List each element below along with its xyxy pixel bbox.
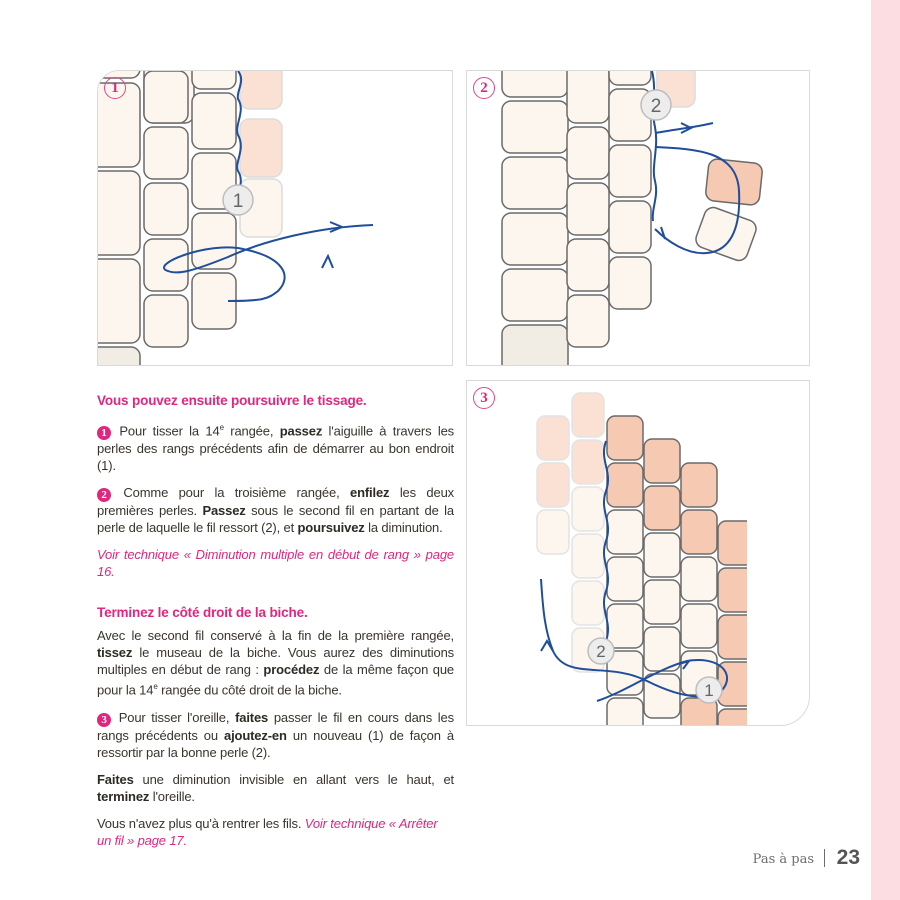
text: le museau de la biche. Vous aurez des diminutions multiples en début de rang : xyxy=(97,645,454,678)
superscript: e xyxy=(153,682,158,692)
text: Pour tisser la 14 xyxy=(113,423,220,439)
figure-3 xyxy=(466,380,810,726)
text: l'aiguille à travers les perles des rangs précédents afin de démarrer au bon endroit (1). xyxy=(97,423,454,474)
instructions-column xyxy=(97,392,454,859)
bead-diagram-1 xyxy=(98,71,453,366)
bead-diagram-2 xyxy=(467,71,810,366)
text: les deux premières perles. xyxy=(97,485,454,519)
emphasis: poursuivez xyxy=(297,520,365,536)
svg-text:1: 1 xyxy=(704,681,714,700)
svg-text:2: 2 xyxy=(596,642,606,661)
section-name: Pas à pas xyxy=(752,852,814,867)
text: de la même façon que pour la 14 xyxy=(97,662,454,698)
page-footer xyxy=(700,846,860,876)
section-heading: Terminez le côté droit de la biche. xyxy=(97,605,308,621)
step-1-paragraph xyxy=(97,419,454,474)
text: rangée, xyxy=(223,423,280,439)
emphasis: Faites xyxy=(97,771,134,787)
step-bullet: 1 xyxy=(97,426,111,440)
emphasis: faites xyxy=(235,709,269,725)
bead-diagram-3 xyxy=(467,381,810,726)
svg-text:1: 1 xyxy=(232,191,244,212)
technique-link[interactable]: Voir technique « Diminution multiple en début de rang » page 16. xyxy=(97,547,454,580)
superscript: e xyxy=(219,423,224,432)
section-heading: Vous pouvez ensuite poursuivre le tissage. xyxy=(97,393,367,408)
page-number: 23 xyxy=(836,846,860,869)
text: sous le second fil en partant de la perle de laquelle le fil ressort (2), et xyxy=(97,503,454,536)
emphasis: passez xyxy=(279,423,323,439)
divider xyxy=(824,849,825,867)
paragraph xyxy=(97,815,454,849)
paragraph xyxy=(97,771,454,805)
text: Comme pour la troisième rangée, xyxy=(113,485,350,501)
emphasis: procédez xyxy=(263,662,320,678)
text: Pour tisser l'oreille, xyxy=(113,709,236,725)
figure-number: 1 xyxy=(104,77,126,99)
emphasis: terminez xyxy=(97,788,150,804)
figure-2 xyxy=(466,70,810,366)
svg-text:2: 2 xyxy=(650,96,662,117)
figure-1 xyxy=(97,70,453,366)
text: la diminution. xyxy=(364,520,443,536)
emphasis: enfilez xyxy=(349,485,390,501)
step-2-paragraph xyxy=(97,484,454,536)
figure-number: 3 xyxy=(473,387,495,409)
text: l'oreille. xyxy=(149,788,195,804)
step-3-paragraph xyxy=(97,709,454,761)
figure-number: 2 xyxy=(473,77,495,99)
step-bullet: 3 xyxy=(97,713,111,727)
text: rangée du côté droit de la biche. xyxy=(157,682,342,698)
technique-link[interactable]: Voir technique « Arrêter un fil » page 17. xyxy=(97,815,438,848)
text: passer le fil en cours dans les rangs précédents ou xyxy=(97,709,454,743)
emphasis: Passez xyxy=(202,503,246,519)
text: un nouveau (1) de façon à ressortir par la bonne perle (2). xyxy=(97,727,454,760)
emphasis: ajoutez-en xyxy=(224,727,287,743)
paragraph xyxy=(97,627,454,698)
page-edge-strip xyxy=(871,0,900,900)
emphasis: tissez xyxy=(97,645,133,661)
text: Vous n'avez plus qu'à rentrer les fils. xyxy=(97,815,305,831)
text: une diminution invisible en allant vers le haut, et xyxy=(133,771,454,787)
step-bullet: 2 xyxy=(97,488,111,502)
text: Avec le second fil conservé à la fin de la première rangée, xyxy=(97,628,454,644)
